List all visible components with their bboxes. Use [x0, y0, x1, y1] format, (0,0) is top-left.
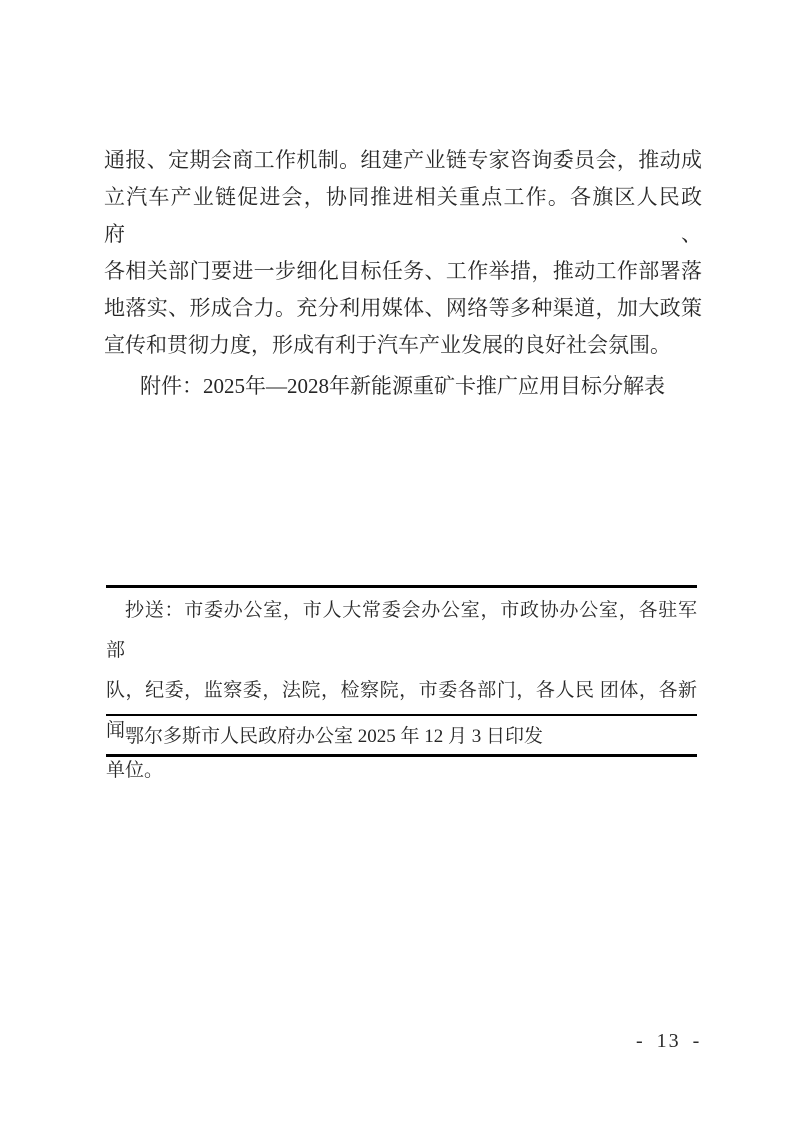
cc-line: 队，纪委，监察委，法院，检察院，市委各部门，各人民 团体，各新闻 — [106, 680, 697, 741]
page-number: - 13 - — [636, 1030, 702, 1052]
paragraph-line: 通报、定期会商工作机制。组建产业链专家咨询委员会，推动成 — [104, 148, 702, 172]
paragraph-line: 宣传和贯彻力度，形成有利于汽车产业发展的良好社会氛围。 — [104, 333, 671, 357]
paragraph-line: 立汽车产业链促进会，协同推进相关重点工作。各旗区人民政府、 — [104, 185, 702, 246]
print-line: 鄂尔多斯市人民政府办公室 2025 年 12 月 3 日印发 — [125, 726, 544, 747]
cc-line: 抄送：市委办公室，市人大常委会办公室，市政协办公室，各驻军 部 — [106, 600, 697, 661]
cc-separator-top — [106, 585, 697, 588]
body-paragraph — [104, 142, 702, 364]
print-separator — [106, 714, 697, 716]
attachment-line: 附件：2025年—2028年新能源重矿卡推广应用目标分解表 — [140, 374, 665, 398]
paragraph-line: 各相关部门要进一步细化目标任务、工作举措，推动工作部署落 — [104, 259, 702, 283]
bottom-separator — [106, 754, 697, 757]
cc-block — [106, 591, 697, 791]
cc-line: 单位。 — [106, 760, 164, 781]
paragraph-line: 地落实、形成合力。充分利用媒体、网络等多种渠道，加大政策 — [104, 296, 702, 320]
